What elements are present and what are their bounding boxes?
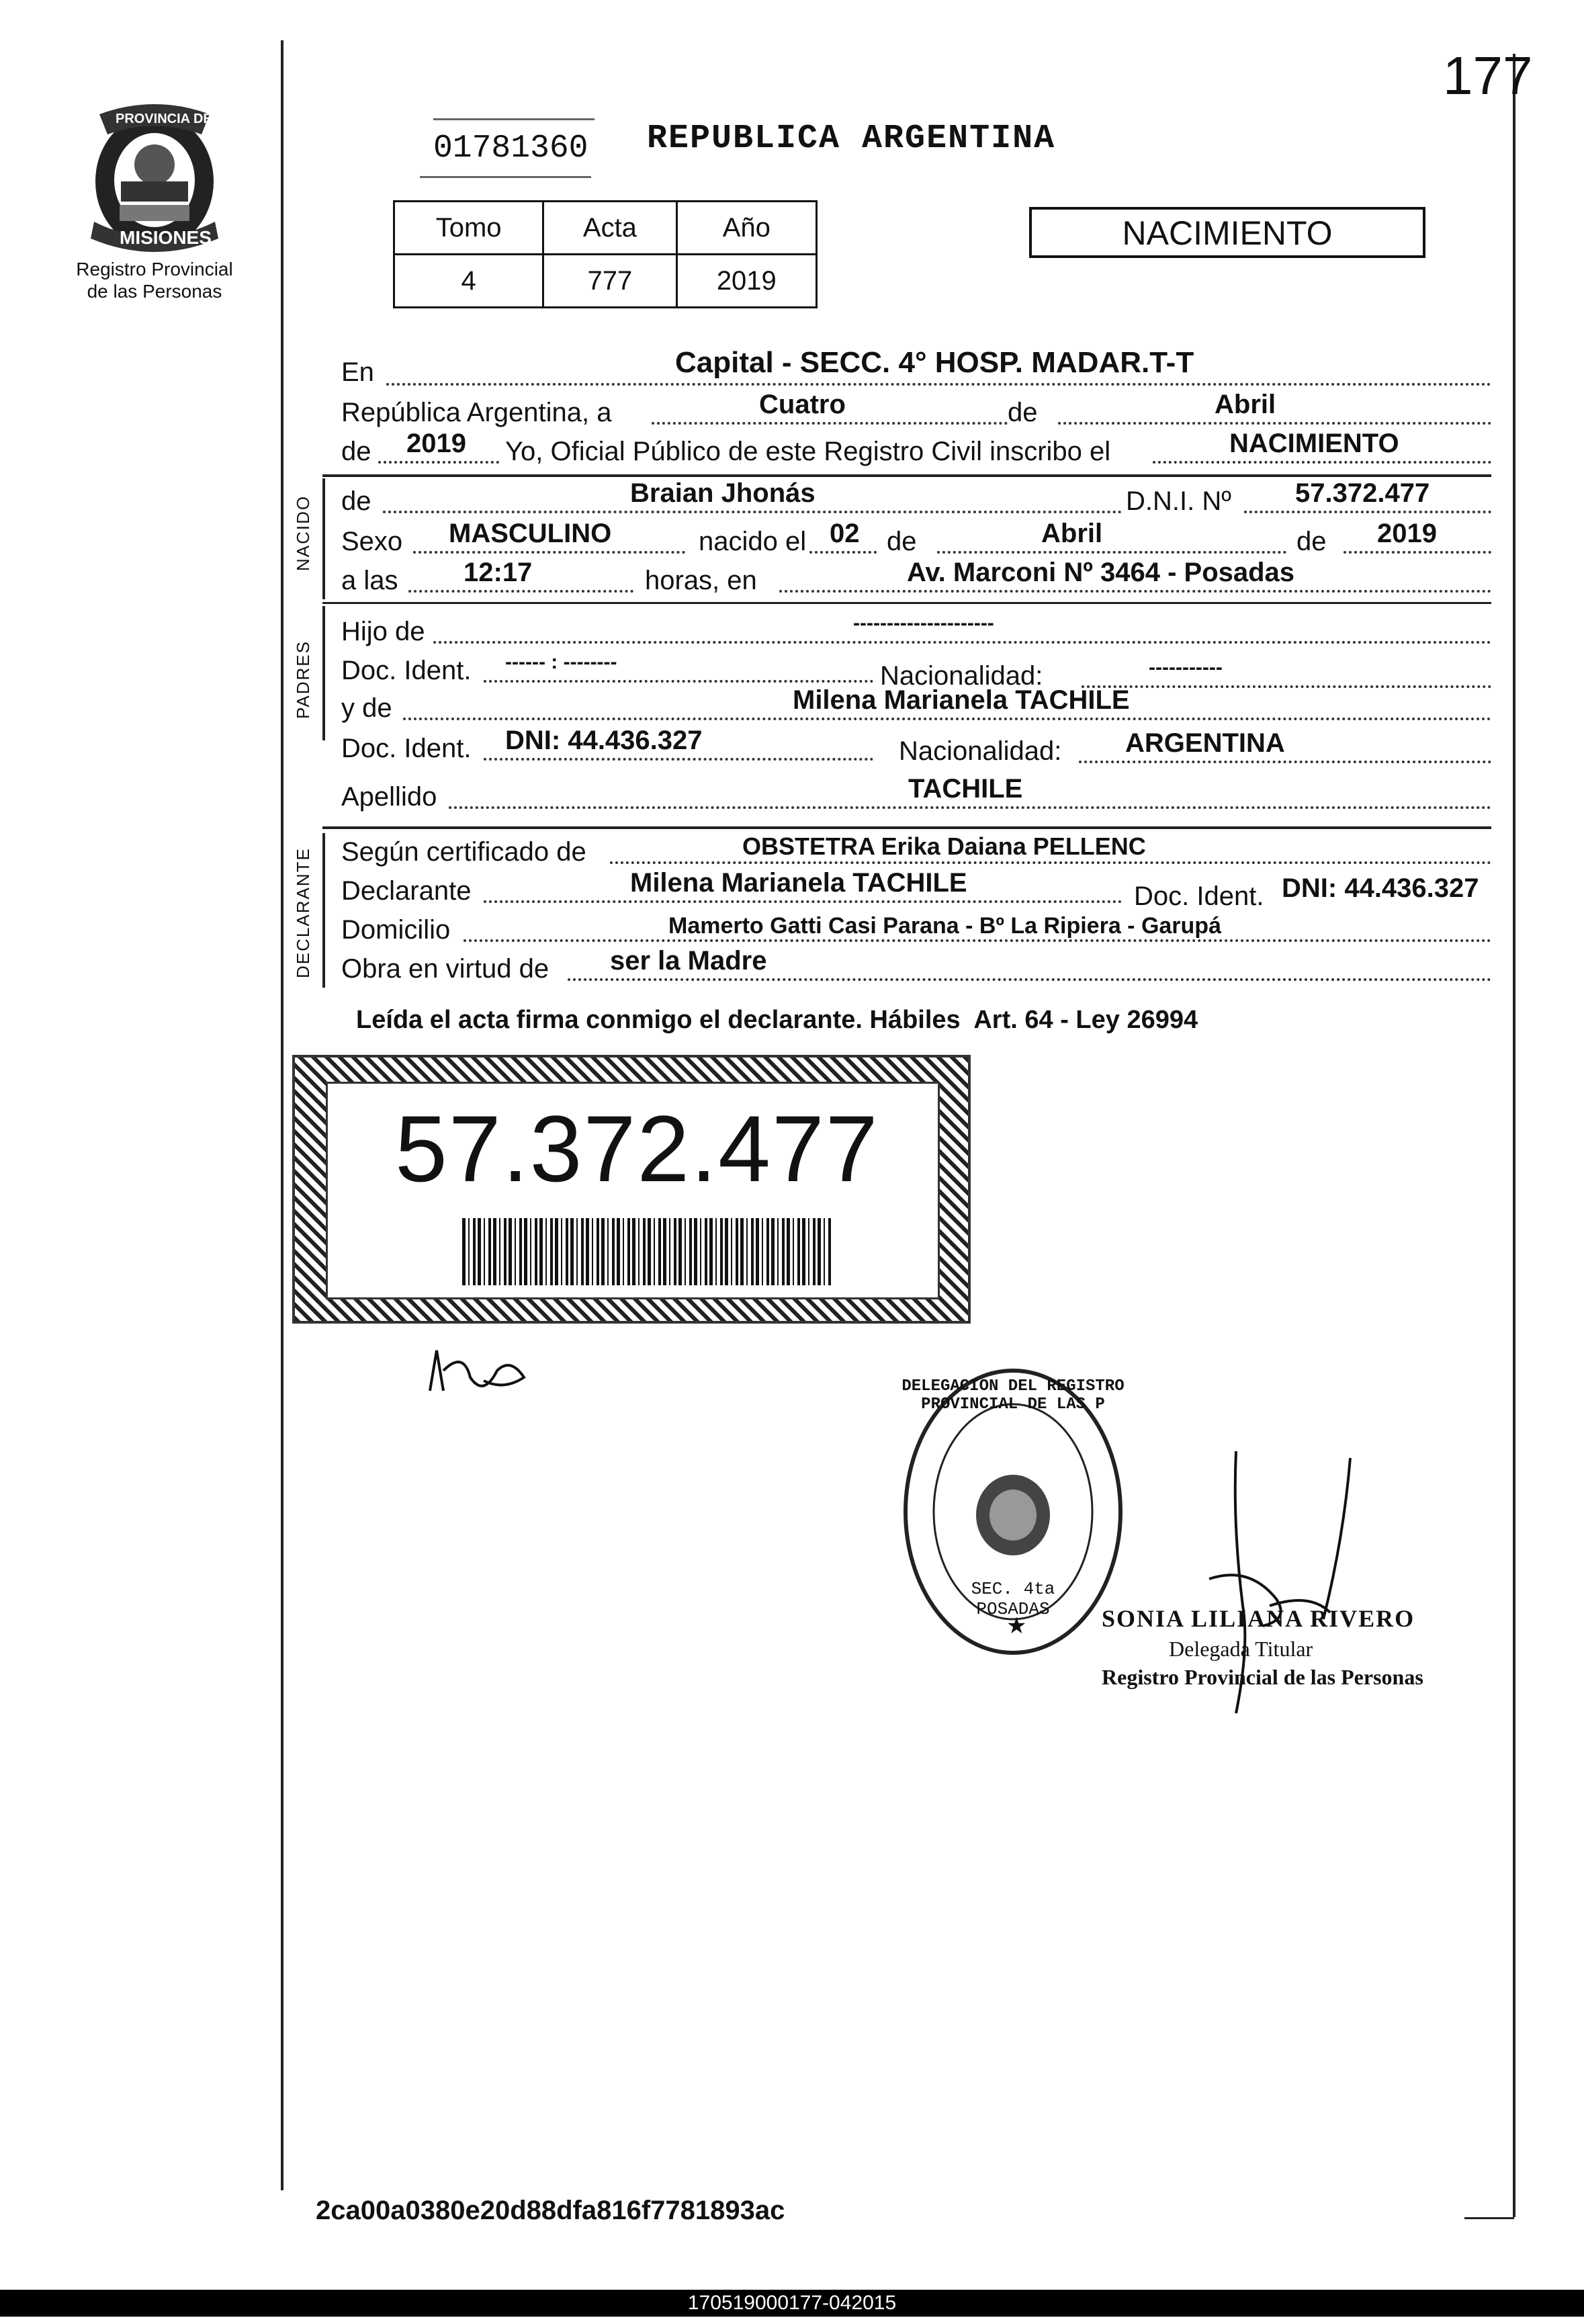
left-margin-line [281,40,283,2190]
doc-type-label: NACIMIENTO [1122,214,1333,252]
hijo-label: Hijo de [341,617,425,646]
declarante-dotline [484,900,1122,903]
act-value: NACIMIENTO [1229,429,1399,458]
obra-value: ser la Madre [610,946,767,976]
declarante-doc-label: Doc. Ident. [1134,881,1264,911]
time-dotline [408,590,633,593]
anio-value: 2019 [676,255,816,308]
padres-section-label: PADRES [293,640,313,719]
en-dotline [386,383,1491,386]
footer-note: Leída el acta firma conmigo el declarante. Hábiles Art. 64 - Ley 26994 [356,1006,1198,1034]
right-margin-line [1513,54,1515,2217]
sexo-value: MASCULINO [449,519,612,548]
logo-bottom-text: MISIONES [120,227,212,248]
initials-signature [423,1344,531,1404]
document-hash: 2ca00a0380e20d88dfa816f7781893ac [316,2196,785,2225]
father-nat-dotline [1082,685,1491,688]
bottom-rule [1464,2217,1514,2219]
signature-name: SONIA LILIANA RIVERO [1102,1605,1415,1632]
time-value: 12:17 [464,558,533,587]
cert-value: OBSTETRA Erika Daiana PELLENC [742,832,1146,860]
mother-dotline [403,718,1491,720]
stamp-inner-panel [326,1082,940,1299]
mother-nat-dotline [1079,761,1491,763]
mother-doc-value: DNI: 44.436.327 [505,726,703,755]
father-doc-label: Doc. Ident. [341,656,472,685]
domicilio-value: Mamerto Gatti Casi Parana - Bº La Ripiera - Garupá [668,913,1221,939]
apellido-label: Apellido [341,782,437,812]
mother-nat-value: ARGENTINA [1125,728,1285,758]
father-nat-label: Nacionalidad: [880,661,1043,691]
dni-dotline [1244,511,1491,513]
birth-month-dotline [937,551,1286,554]
registry-seal [899,1364,1127,1660]
signature-org: Registro Provincial de las Personas [1102,1665,1423,1689]
birth-year-value: 2019 [1377,519,1437,548]
day-value: Cuatro [759,390,846,419]
birth-year-dotline [1344,551,1491,554]
declarante-bracket [322,833,325,988]
serial-number: 01781360 [433,130,588,167]
father-dotline [433,641,1491,644]
father-doc-value: ------ : -------- [505,651,617,673]
apellido-value: TACHILE [908,774,1023,804]
nacido-de-label-3: de [1296,527,1327,556]
declarante-doc-value: DNI: 44.436.327 [1282,873,1479,903]
declarante-section-label: DECLARANTE [293,847,313,978]
seal-inner-text: SEC. 4ta POSADAS [971,1579,1055,1619]
child-name-value: Braian Jhonás [630,478,816,508]
stamp-number: 57.372.477 [395,1096,879,1201]
declarante-label: Declarante [341,876,472,906]
nacido-bracket [322,478,325,599]
page-number: 177 [1443,46,1533,105]
inscribo-text: Yo, Oficial Público de este Registro Civil inscribo el [505,437,1111,466]
dni-stamp [292,1055,971,1324]
nacido-de-label: de [341,486,371,516]
apellido-dotline [449,806,1491,809]
mother-name-value: Milena Marianela TACHILE [793,685,1130,715]
birth-day-dotline [809,551,877,554]
acta-value: 777 [543,255,676,308]
anio-header: Año [676,202,816,255]
birth-place-value: Av. Marconi Nº 3464 - Posadas [907,558,1295,587]
year-dotline [378,461,499,464]
dni-value: 57.372.477 [1295,478,1430,508]
tomo-header: Tomo [394,202,543,255]
mother-nat-label: Nacionalidad: [899,736,1062,766]
record-table [393,200,818,308]
alas-label: a las [341,566,398,595]
place-value: Capital - SECC. 4° HOSP. MADAR.T-T [675,346,1194,379]
act-dotline [1153,461,1491,464]
year-value: 2019 [406,429,466,458]
misiones-logo [81,101,228,255]
father-nat-value: ----------- [1149,656,1223,679]
nacido-de-label-2: de [887,527,917,556]
mother-doc-label: Doc. Ident. [341,734,472,763]
horas-label: horas, en [645,566,757,595]
obra-dotline [568,978,1491,981]
section-divider-3 [322,826,1491,829]
serial-stamp [420,114,601,181]
doc-type-box [1029,207,1425,258]
logo-top-text: PROVINCIA DE [116,112,212,126]
month-value: Abril [1215,390,1276,419]
month-dotline [1058,422,1491,425]
father-doc-dotline [484,680,873,683]
de-label-2: de [341,437,371,466]
country-title: REPUBLICA ARGENTINA [647,120,1056,158]
star-icon: ★ [1006,1613,1027,1639]
registry-name-line1: Registro Provincial [76,259,233,279]
declarante-name-value: Milena Marianela TACHILE [630,868,967,898]
seal-ring-text: DELEGACION DEL REGISTRO PROVINCIAL DE LAS P [901,1377,1125,1414]
day-dotline [652,422,1008,425]
yde-label: y de [341,693,392,723]
cert-label: Según certificado de [341,837,586,867]
barcode [462,1218,832,1285]
tomo-value: 4 [394,255,543,308]
section-divider-2 [322,602,1491,604]
birth-place-dotline [779,590,1491,593]
birth-day-value: 02 [830,519,860,548]
birth-month-value: Abril [1041,519,1103,548]
child-name-dotline [383,511,1122,513]
nacido-section-label: NACIDO [293,494,313,571]
father-name-value: --------------------- [853,612,994,634]
republica-label: República Argentina, a [341,398,612,427]
obra-label: Obra en virtud de [341,954,549,984]
domicilio-label: Domicilio [341,915,451,945]
sexo-dotline [413,551,685,554]
bottom-id-text: 170519000177-042015 [687,2292,897,2314]
bottom-id-bar [0,2290,1584,2317]
dni-label: D.N.I. Nº [1126,486,1231,516]
mother-doc-dotline [484,758,873,761]
sexo-label: Sexo [341,527,403,556]
acta-header: Acta [543,202,676,255]
signature-title: Delegada Titular [1169,1637,1313,1661]
registry-name-line2: de las Personas [87,281,222,302]
nacido-el-label: nacido el [699,527,807,556]
en-label: En [341,357,374,387]
de-label-1: de [1008,398,1038,427]
padres-bracket [322,606,325,740]
